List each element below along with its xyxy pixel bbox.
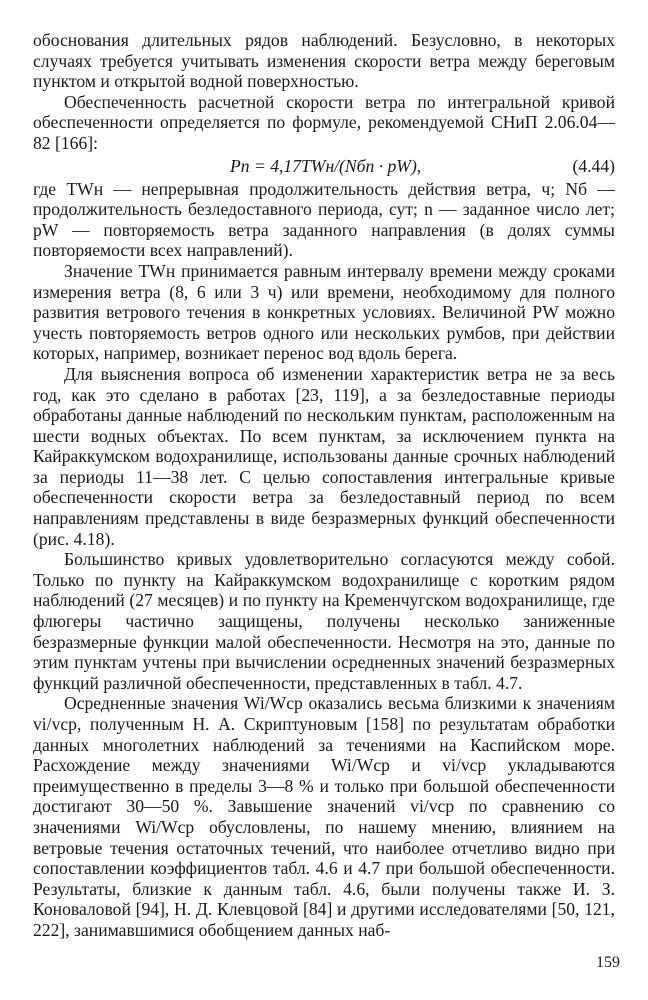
where-clause: где TWн — непрерывная продолжительность действия ветра, ч; Nб — продолжительность безледоставного периода, сут; n — заданное число лет; pW — повторяемость ветра заданного направления (в долях суммы повторяемости всех направлений). — [33, 178, 615, 261]
paragraph-observations: Для выяснения вопроса об изменении характеристик ветра не за весь год, как это сделано в работах [23, 119], а за безледоставные периоды обработаны данные наблюдений по нескольким пунктам, расположенным на шести водных объектах. По всем пунктам, за исключением пункта на Кайраккумском водохранилище, использованы данные срочных наблюдений за периоды 11—38 лет. С целью сопоставления интегральные кривые обеспеченности скорости ветра за безледоставный период по всем направлениям представлены в виде безразмерных функций обеспеченности (рис. 4.18). — [33, 363, 615, 549]
paragraph-averaged-values: Осредненные значения Wi/Wср оказались весьма близкими к значениям vi/vср, полученным Н. А. Скриптуновым [158] по результатам обработки данных многолетних наблюдений за течениями на Каспийском море. Расхождение между значениями Wi/Wср и vi/vср укладываются преимущественно в пределы 3—8 % и только при большой обеспеченности достигают 30—50 %. Завышение значений vi/vср по сравнению со значениями Wi/Wср обусловлены, по нашему мнению, влиянием на ветровые течения остаточных течений, что наиболее отчетливо видно при сопоставлении коэффициентов табл. 4.6 и 4.7 при большой обеспеченности. Результаты, близкие к данным табл. 4.6, были получены также И. З. Коноваловой [94], Н. Д. Клевцовой [84] и другими исследователями [50, 121, 222], занимавшимися обобщением данных наб- — [33, 693, 615, 940]
formula-row — [33, 154, 615, 179]
body-text — [33, 30, 615, 941]
formula-number: (4.44) — [572, 155, 615, 176]
formula-4-44: Pn = 4,17TWн/(Nбn · pW), — [230, 155, 422, 176]
paragraph-twn-value: Значение TWн принимается равным интервалу времени между сроками измерения ветра (8, 6 или 3 ч) или времени, необходимому для полного развития ветрового течения в конкретных условиях. Величиной PW можно учесть повторяемость ветров одного или нескольких румбов, при действии которых, например, возникает перенос вод вдоль берега. — [33, 260, 615, 364]
paragraph-formula-intro: Обеспеченность расчетной скорости ветра по интегральной кривой обеспеченности определяется по формуле, рекомендуемой СНиП 2.06.04—82 [166]: — [33, 91, 615, 153]
paragraph-continued: обоснования длительных рядов наблюдений. Безусловно, в некоторых случаях требуется учитывать изменения скорости ветра между береговым пунктом и открытой водной поверхностью. — [33, 30, 615, 92]
paragraph-curves: Большинство кривых удовлетворительно согласуются между собой. Только по пункту на Кайраккумском водохранилище с коротким рядом наблюдений (27 месяцев) и по пункту на Кременчугском водохранилище, где флюгеры частично защищены, получены несколько заниженные безразмерные функции малой обеспеченности. Несмотря на это, данные по этим пунктам учтены при вычислении осредненных значений безразмерных функций различной обеспеченности, представленных в табл. 4.7. — [33, 549, 615, 693]
page-number: 159 — [596, 954, 620, 971]
